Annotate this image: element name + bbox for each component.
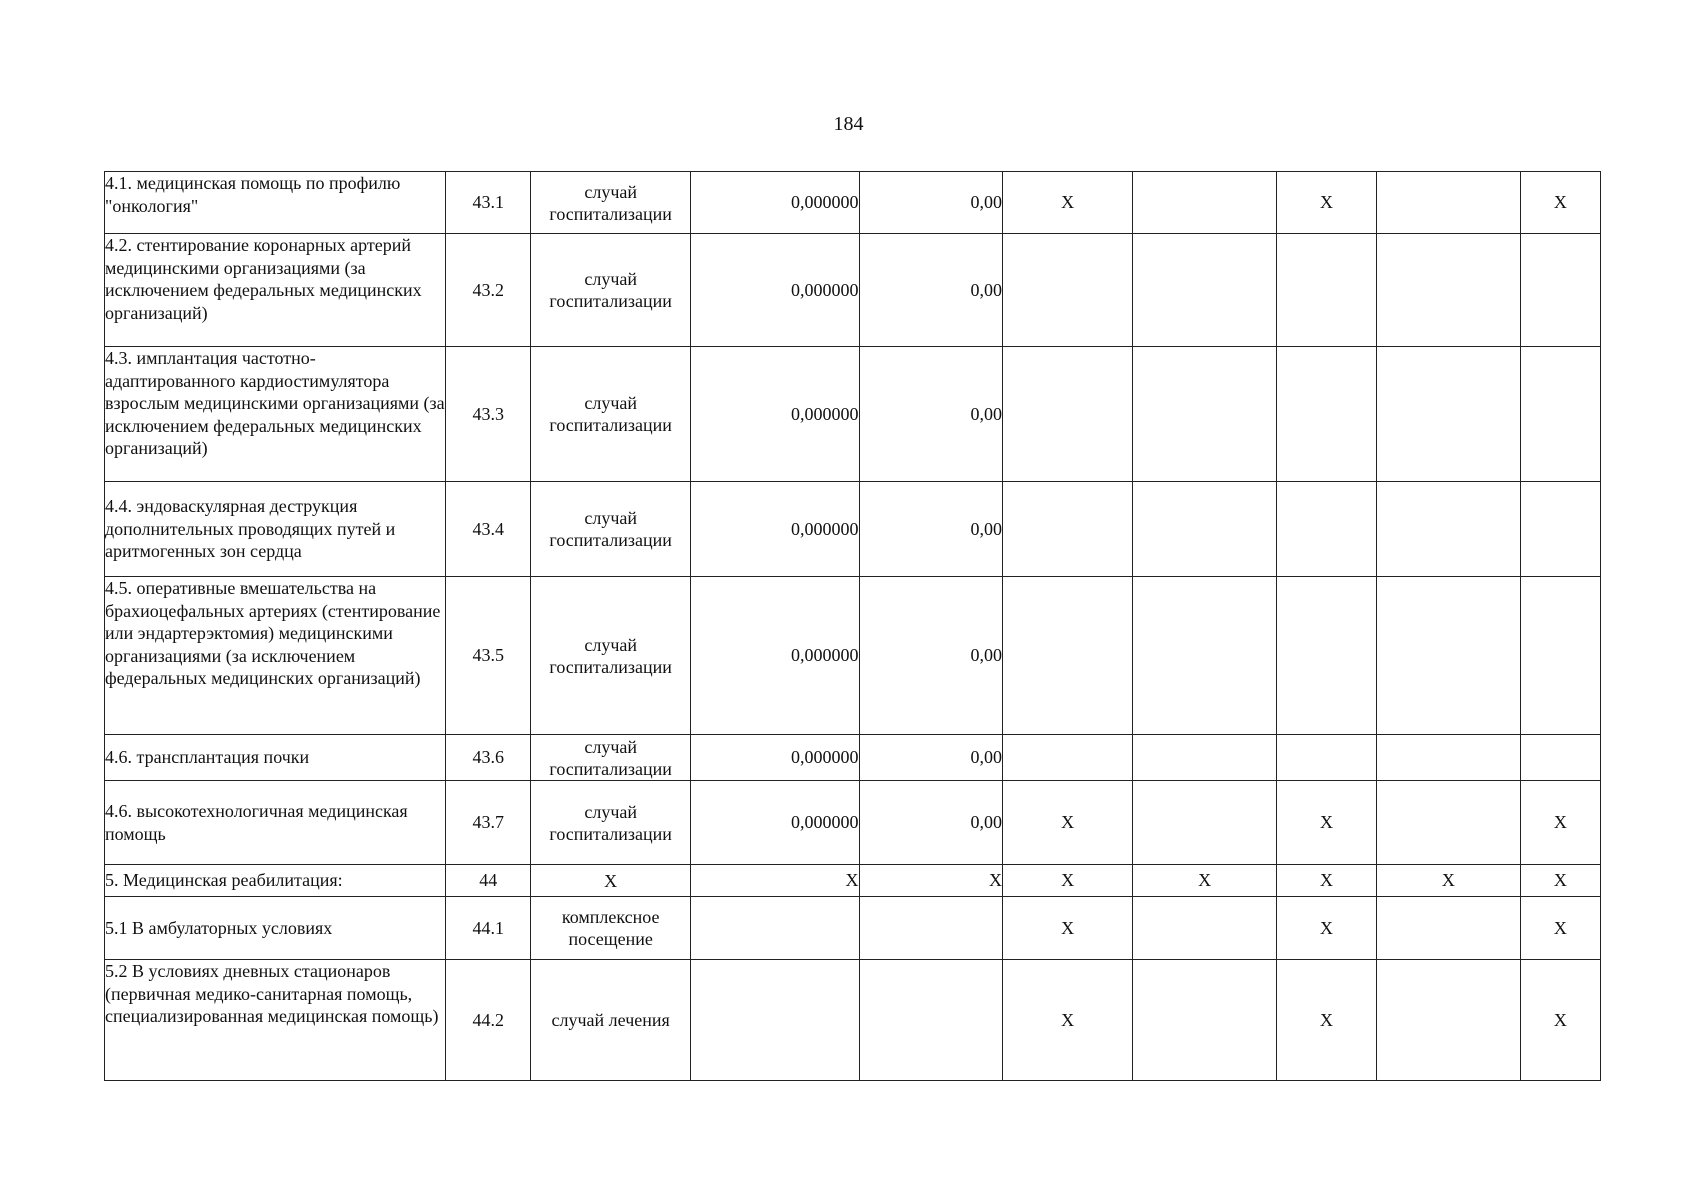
row-col9-cell (1377, 735, 1520, 781)
row-unit-cell: случай госпитализации (531, 172, 691, 234)
row-cost-cell: X (859, 865, 1002, 897)
row-cost-cell (859, 960, 1002, 1081)
row-name-cell: 5.2 В условиях дневных стационаров (первичная медико-санитарная помощь, специализированная медицинская помощь) (105, 960, 446, 1081)
row-col10-cell (1520, 234, 1600, 347)
row-col10-cell: X (1520, 897, 1600, 960)
row-volume-cell: 0,000000 (690, 172, 859, 234)
row-col8-cell: X (1276, 172, 1376, 234)
row-col10-cell: X (1520, 960, 1600, 1081)
row-col7-cell (1133, 960, 1276, 1081)
row-col7-cell: X (1133, 865, 1276, 897)
row-name-cell: 4.6. трансплантация почки (105, 735, 446, 781)
row-unit-cell: случай госпитализации (531, 735, 691, 781)
row-col7-cell (1133, 234, 1276, 347)
table-row (105, 172, 1601, 234)
row-volume-cell: 0,000000 (690, 781, 859, 865)
row-cost-cell: 0,00 (859, 482, 1002, 577)
row-col7-cell (1133, 172, 1276, 234)
row-col8-cell (1276, 347, 1376, 482)
row-code-cell: 43.5 (446, 577, 531, 735)
row-col7-cell (1133, 577, 1276, 735)
row-col9-cell (1377, 347, 1520, 482)
row-col7-cell (1133, 897, 1276, 960)
row-volume-cell: 0,000000 (690, 577, 859, 735)
row-col10-cell: X (1520, 865, 1600, 897)
row-code-cell: 43.2 (446, 234, 531, 347)
row-col6-cell (1002, 735, 1132, 781)
row-col6-cell (1002, 482, 1132, 577)
row-col6-cell: X (1002, 897, 1132, 960)
row-cost-cell: 0,00 (859, 347, 1002, 482)
table-row (105, 960, 1601, 1081)
row-code-cell: 43.6 (446, 735, 531, 781)
row-cost-cell: 0,00 (859, 234, 1002, 347)
row-name-cell: 4.6. высокотехнологичная медицинская помощь (105, 781, 446, 865)
row-unit-cell: случай госпитализации (531, 234, 691, 347)
page-number: 184 (833, 113, 864, 135)
row-unit-cell: случай госпитализации (531, 781, 691, 865)
row-volume-cell (690, 960, 859, 1081)
row-volume-cell (690, 897, 859, 960)
table-row (105, 234, 1601, 347)
row-col10-cell (1520, 347, 1600, 482)
row-col7-cell (1133, 735, 1276, 781)
row-col6-cell: X (1002, 781, 1132, 865)
row-col9-cell (1377, 482, 1520, 577)
row-col8-cell (1276, 234, 1376, 347)
row-unit-cell: комплексное посещение (531, 897, 691, 960)
row-volume-cell: X (690, 865, 859, 897)
row-code-cell: 44 (446, 865, 531, 897)
table-row (105, 577, 1601, 735)
row-col9-cell (1377, 897, 1520, 960)
row-name-cell: 5.1 В амбулаторных условиях (105, 897, 446, 960)
row-col10-cell (1520, 735, 1600, 781)
row-col10-cell (1520, 482, 1600, 577)
table-row (105, 865, 1601, 897)
row-col8-cell (1276, 735, 1376, 781)
row-code-cell: 43.3 (446, 347, 531, 482)
row-unit-cell: X (531, 865, 691, 897)
row-volume-cell: 0,000000 (690, 347, 859, 482)
row-col6-cell: X (1002, 172, 1132, 234)
row-cost-cell: 0,00 (859, 172, 1002, 234)
row-cost-cell (859, 897, 1002, 960)
row-code-cell: 43.4 (446, 482, 531, 577)
row-col6-cell (1002, 347, 1132, 482)
row-col8-cell (1276, 482, 1376, 577)
row-code-cell: 44.1 (446, 897, 531, 960)
row-unit-cell: случай госпитализации (531, 577, 691, 735)
table-row (105, 735, 1601, 781)
row-col10-cell (1520, 577, 1600, 735)
row-name-cell: 5. Медицинская реабилитация: (105, 865, 446, 897)
table-row (105, 482, 1601, 577)
row-unit-cell: случай лечения (531, 960, 691, 1081)
row-col8-cell (1276, 577, 1376, 735)
table-row (105, 781, 1601, 865)
row-volume-cell: 0,000000 (690, 482, 859, 577)
row-name-cell: 4.3. имплантация частотно-адаптированного кардиостимулятора взрослым медицинскими организациями (за исключением федеральных медицинских организаций) (105, 347, 446, 482)
table-row (105, 897, 1601, 960)
row-col6-cell: X (1002, 960, 1132, 1081)
row-name-cell: 4.1. медицинская помощь по профилю "онкология" (105, 172, 446, 234)
row-col9-cell (1377, 960, 1520, 1081)
row-col6-cell (1002, 234, 1132, 347)
row-cost-cell: 0,00 (859, 781, 1002, 865)
row-cost-cell: 0,00 (859, 577, 1002, 735)
row-col9-cell (1377, 172, 1520, 234)
row-name-cell: 4.2. стентирование коронарных артерий медицинскими организациями (за исключением федеральных медицинских организаций) (105, 234, 446, 347)
row-name-cell: 4.5. оперативные вмешательства на брахиоцефальных артериях (стентирование или эндартерэктомия) медицинскими организациями (за исключением федеральных медицинских организаций) (105, 577, 446, 735)
row-col7-cell (1133, 482, 1276, 577)
row-col8-cell: X (1276, 960, 1376, 1081)
row-col9-cell (1377, 781, 1520, 865)
row-col6-cell: X (1002, 865, 1132, 897)
row-col9-cell: X (1377, 865, 1520, 897)
row-unit-cell: случай госпитализации (531, 482, 691, 577)
row-code-cell: 43.7 (446, 781, 531, 865)
row-volume-cell: 0,000000 (690, 234, 859, 347)
row-col9-cell (1377, 577, 1520, 735)
row-volume-cell: 0,000000 (690, 735, 859, 781)
row-col8-cell: X (1276, 897, 1376, 960)
row-unit-cell: случай госпитализации (531, 347, 691, 482)
row-col9-cell (1377, 234, 1520, 347)
row-col10-cell: X (1520, 172, 1600, 234)
row-code-cell: 44.2 (446, 960, 531, 1081)
row-col7-cell (1133, 347, 1276, 482)
row-code-cell: 43.1 (446, 172, 531, 234)
row-cost-cell: 0,00 (859, 735, 1002, 781)
row-col6-cell (1002, 577, 1132, 735)
table-row (105, 347, 1601, 482)
data-table (104, 171, 1601, 1081)
row-name-cell: 4.4. эндоваскулярная деструкция дополнительных проводящих путей и аритмогенных зон сердца (105, 482, 446, 577)
row-col8-cell: X (1276, 781, 1376, 865)
row-col10-cell: X (1520, 781, 1600, 865)
row-col8-cell: X (1276, 865, 1376, 897)
row-col7-cell (1133, 781, 1276, 865)
